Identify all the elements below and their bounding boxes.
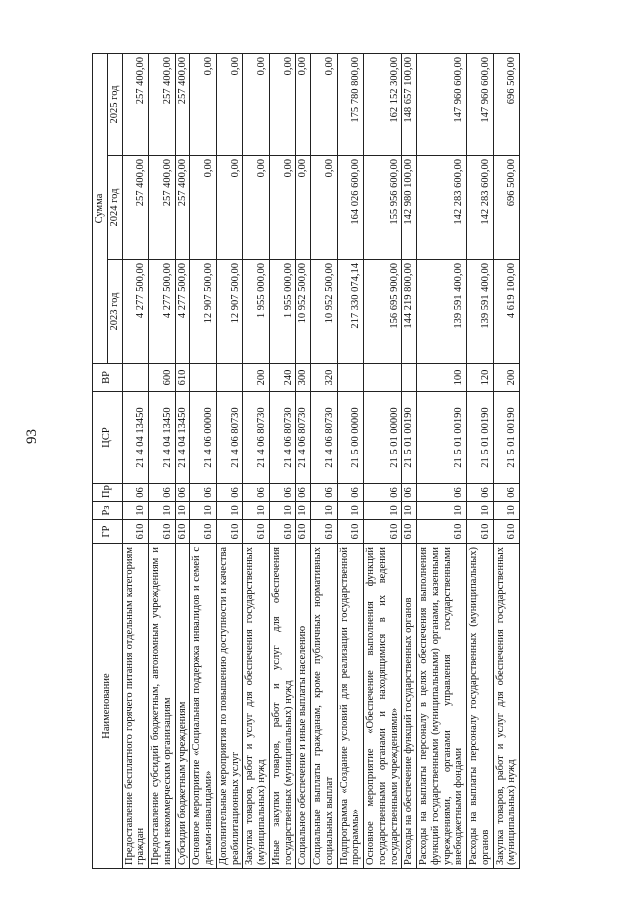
amount-2024-cell: 0,00 <box>311 156 338 260</box>
gr-cell: 610 <box>402 520 417 544</box>
csr-cell: 21 5 01 00190 <box>402 392 417 484</box>
header-2024: 2024 год <box>107 156 122 260</box>
row-name-cell: Предоставление субсидий бюджетным, автономным учреждениям и иным некоммерческим организациям <box>149 544 176 869</box>
row-name-cell: Основное мероприятие «Обеспечение выполнения функций государственными органами и находящимися в их ведении государственными учреждениями» <box>364 544 402 869</box>
row-name-cell: Социальное обеспечение и иные выплаты населению <box>296 544 311 869</box>
gr-cell: 610 <box>296 520 311 544</box>
csr-cell: 21 4 06 80730 <box>243 392 270 484</box>
amount-2025-cell: 175 780 800,00 <box>337 53 364 155</box>
csr-cell: 21 5 00 00000 <box>337 392 364 484</box>
csr-cell: 21 5 01 00000 <box>364 392 402 484</box>
vr-cell: 120 <box>467 364 494 392</box>
amount-2023-cell: 156 695 900,00 <box>364 260 402 364</box>
csr-cell: 21 4 06 80730 <box>269 392 296 484</box>
pr-cell: 06 <box>337 484 364 502</box>
rz-cell: 10 <box>149 502 176 520</box>
csr-cell: 21 5 01 00190 <box>417 392 467 484</box>
table-row <box>269 53 296 868</box>
gr-cell: 610 <box>122 520 149 544</box>
rz-cell: 10 <box>402 502 417 520</box>
pr-cell: 06 <box>493 484 520 502</box>
amount-2025-cell: 0,00 <box>243 53 270 155</box>
csr-cell: 21 4 06 80730 <box>216 392 243 484</box>
csr-cell: 21 4 04 13450 <box>122 392 149 484</box>
row-name-cell: Закупка товаров, работ и услуг для обеспечения государственных (муниципальных) нужд <box>493 544 520 869</box>
rz-cell: 10 <box>122 502 149 520</box>
amount-2024-cell: 257 400,00 <box>122 156 149 260</box>
amount-2024-cell: 696 500,00 <box>493 156 520 260</box>
amount-2023-cell: 1 955 000,00 <box>243 260 270 364</box>
table-row <box>493 53 520 868</box>
amount-2025-cell: 257 400,00 <box>149 53 176 155</box>
table-row <box>243 53 270 868</box>
rz-cell: 10 <box>296 502 311 520</box>
vr-cell <box>402 364 417 392</box>
amount-2025-cell: 257 400,00 <box>175 53 190 155</box>
row-name-cell: Предоставление бесплатного горячего питания отдельным категориям граждан <box>122 544 149 869</box>
vr-cell <box>216 364 243 392</box>
amount-2023-cell: 12 907 500,00 <box>190 260 217 364</box>
pr-cell: 06 <box>149 484 176 502</box>
pr-cell: 06 <box>190 484 217 502</box>
amount-2024-cell: 0,00 <box>269 156 296 260</box>
row-name-cell: Закупка товаров, работ и услуг для обеспечения государственных (муниципальных) нужд <box>243 544 270 869</box>
amount-2023-cell: 217 330 074,14 <box>337 260 364 364</box>
table-row <box>364 53 402 868</box>
table-row <box>337 53 364 868</box>
vr-cell <box>337 364 364 392</box>
table-row <box>311 53 338 868</box>
amount-2023-cell: 4 277 500,00 <box>149 260 176 364</box>
rz-cell: 10 <box>175 502 190 520</box>
gr-cell: 610 <box>175 520 190 544</box>
gr-cell: 610 <box>311 520 338 544</box>
table-row <box>122 53 149 868</box>
amount-2024-cell: 0,00 <box>216 156 243 260</box>
row-name-cell: Социальные выплаты гражданам, кроме публичных нормативных социальных выплат <box>311 544 338 869</box>
gr-cell: 610 <box>149 520 176 544</box>
table-body <box>122 53 520 868</box>
vr-cell: 610 <box>175 364 190 392</box>
amount-2025-cell: 148 657 100,00 <box>402 53 417 155</box>
amount-2024-cell: 257 400,00 <box>149 156 176 260</box>
rz-cell: 10 <box>364 502 402 520</box>
amount-2023-cell: 4 619 100,00 <box>493 260 520 364</box>
table-row <box>149 53 176 868</box>
amount-2024-cell: 142 283 600,00 <box>467 156 494 260</box>
amount-2023-cell: 12 907 500,00 <box>216 260 243 364</box>
csr-cell: 21 4 04 13450 <box>175 392 190 484</box>
amount-2024-cell: 142 283 600,00 <box>417 156 467 260</box>
header-2025: 2025 год <box>107 53 122 155</box>
rotated-page <box>92 54 607 869</box>
vr-cell: 100 <box>417 364 467 392</box>
amount-2024-cell: 164 026 600,00 <box>337 156 364 260</box>
amount-2025-cell: 0,00 <box>311 53 338 155</box>
header-name: Наименование <box>93 544 123 869</box>
amount-2024-cell: 0,00 <box>296 156 311 260</box>
vr-cell: 240 <box>269 364 296 392</box>
row-name-cell: Иные закупки товаров, работ и услуг для обеспечения государственных (муниципальных) нужд <box>269 544 296 869</box>
csr-cell: 21 4 04 13450 <box>149 392 176 484</box>
pr-cell: 06 <box>175 484 190 502</box>
amount-2023-cell: 10 952 500,00 <box>311 260 338 364</box>
row-name-cell: Расходы на обеспечение функций государственных органов <box>402 544 417 869</box>
amount-2023-cell: 139 591 400,00 <box>467 260 494 364</box>
amount-2024-cell: 257 400,00 <box>175 156 190 260</box>
table-row <box>417 53 467 868</box>
rz-cell: 10 <box>337 502 364 520</box>
vr-cell: 200 <box>493 364 520 392</box>
amount-2023-cell: 139 591 400,00 <box>417 260 467 364</box>
csr-cell: 21 5 01 00190 <box>493 392 520 484</box>
amount-2025-cell: 696 500,00 <box>493 53 520 155</box>
row-name-cell: Субсидии бюджетным учреждениям <box>175 544 190 869</box>
amount-2025-cell: 0,00 <box>269 53 296 155</box>
amount-2025-cell: 147 960 600,00 <box>417 53 467 155</box>
pr-cell: 06 <box>269 484 296 502</box>
row-name-cell: Расходы на выплаты персоналу государственных (муниципальных) органов <box>467 544 494 869</box>
gr-cell: 610 <box>337 520 364 544</box>
header-rz: Рз <box>93 502 123 520</box>
header-csr: ЦСР <box>93 392 123 484</box>
row-name-cell: Расходы на выплаты персоналу в целях обеспечения выполнения функций государственными (муниципальными) органами, казенными учреждениями, органами управления государственными внебюджетными фондами <box>417 544 467 869</box>
amount-2024-cell: 155 956 600,00 <box>364 156 402 260</box>
table-row <box>467 53 494 868</box>
header-2023: 2023 год <box>107 260 122 364</box>
table-row <box>296 53 311 868</box>
row-name-cell: Основное мероприятие «Социальная поддержка инвалидов и семей с детьми-инвалидами» <box>190 544 217 869</box>
amount-2023-cell: 10 952 500,00 <box>296 260 311 364</box>
pr-cell: 06 <box>122 484 149 502</box>
vr-cell <box>190 364 217 392</box>
page-number: 93 <box>24 429 40 444</box>
gr-cell: 610 <box>467 520 494 544</box>
gr-cell: 610 <box>243 520 270 544</box>
header-pr: Пр <box>93 484 123 502</box>
header-vr: ВР <box>93 364 123 392</box>
amount-2023-cell: 144 219 800,00 <box>402 260 417 364</box>
amount-2023-cell: 4 277 500,00 <box>175 260 190 364</box>
csr-cell: 21 4 06 00000 <box>190 392 217 484</box>
csr-cell: 21 4 06 80730 <box>311 392 338 484</box>
vr-cell: 320 <box>311 364 338 392</box>
table-row <box>190 53 217 868</box>
vr-cell: 300 <box>296 364 311 392</box>
amount-2023-cell: 4 277 500,00 <box>122 260 149 364</box>
rz-cell: 10 <box>417 502 467 520</box>
table-row <box>216 53 243 868</box>
rz-cell: 10 <box>269 502 296 520</box>
pr-cell: 06 <box>417 484 467 502</box>
gr-cell: 610 <box>364 520 402 544</box>
rz-cell: 10 <box>216 502 243 520</box>
vr-cell <box>364 364 402 392</box>
vr-cell: 200 <box>243 364 270 392</box>
pr-cell: 06 <box>216 484 243 502</box>
pr-cell: 06 <box>296 484 311 502</box>
pr-cell: 06 <box>467 484 494 502</box>
amount-2024-cell: 142 980 100,00 <box>402 156 417 260</box>
gr-cell: 610 <box>190 520 217 544</box>
pr-cell: 06 <box>243 484 270 502</box>
vr-cell <box>122 364 149 392</box>
amount-2025-cell: 0,00 <box>216 53 243 155</box>
gr-cell: 610 <box>269 520 296 544</box>
gr-cell: 610 <box>417 520 467 544</box>
csr-cell: 21 5 01 00190 <box>467 392 494 484</box>
table-row <box>175 53 190 868</box>
rz-cell: 10 <box>190 502 217 520</box>
budget-table <box>92 53 520 869</box>
rz-cell: 10 <box>467 502 494 520</box>
csr-cell: 21 4 06 80730 <box>296 392 311 484</box>
amount-2024-cell: 0,00 <box>190 156 217 260</box>
pr-cell: 06 <box>402 484 417 502</box>
gr-cell: 610 <box>216 520 243 544</box>
row-name-cell: Подпрограмма «Создание условий для реализации государственной программы» <box>337 544 364 869</box>
row-name-cell: Дополнительные мероприятия по повышению доступности и качества реабилитационных услуг <box>216 544 243 869</box>
amount-2025-cell: 0,00 <box>296 53 311 155</box>
pr-cell: 06 <box>311 484 338 502</box>
amount-2025-cell: 147 960 600,00 <box>467 53 494 155</box>
table-header <box>93 53 123 868</box>
header-gr: ГР <box>93 520 123 544</box>
amount-2024-cell: 0,00 <box>243 156 270 260</box>
rz-cell: 10 <box>493 502 520 520</box>
gr-cell: 610 <box>493 520 520 544</box>
rz-cell: 10 <box>311 502 338 520</box>
table-row <box>402 53 417 868</box>
rz-cell: 10 <box>243 502 270 520</box>
pr-cell: 06 <box>364 484 402 502</box>
vr-cell: 600 <box>149 364 176 392</box>
amount-2023-cell: 1 955 000,00 <box>269 260 296 364</box>
amount-2025-cell: 0,00 <box>190 53 217 155</box>
amount-2025-cell: 257 400,00 <box>122 53 149 155</box>
header-sum: Сумма <box>93 53 108 363</box>
amount-2025-cell: 162 152 300,00 <box>364 53 402 155</box>
